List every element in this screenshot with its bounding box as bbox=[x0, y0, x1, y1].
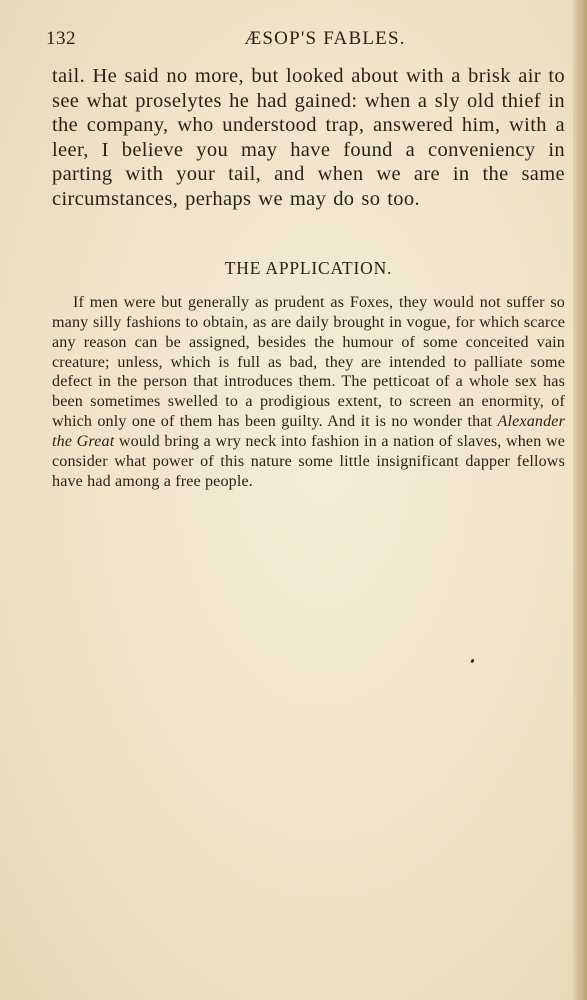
application-text-part-2: would bring a wry neck into fashion in a nation of slaves, when we consider what power of this nature some little insignificant dapper fellows have had among a free people. bbox=[52, 432, 566, 490]
running-head: ÆSOP'S FABLES. bbox=[244, 28, 406, 49]
application-text-italic: Alexander the Great bbox=[52, 413, 565, 450]
page-header bbox=[46, 28, 564, 52]
application-heading: THE APPLICATION. bbox=[224, 258, 393, 278]
ink-speck bbox=[470, 659, 475, 664]
page-number: 132 bbox=[46, 28, 76, 49]
application-text-part-1: If men were but generally as prudent as Foxes, they would not suffer so many silly fashions to obtain, as are daily brought in vogue, for which scarce any reason can be assigned, besides the humour of some conceited vain creature; unless, which is full as bad, they are intended to palliate some defect in the person that introduces them. The petticoat of a whole sex has been sometimes swelled to a prodigious extent, to screen an enormity, of which only one of them has been guilty. And it is no wonder that bbox=[52, 294, 565, 431]
application-paragraph bbox=[52, 293, 565, 491]
fable-paragraph: tail. He said no more, but looked about with a brisk air to see what proselytes he had gained: when a sly old thief in the company, who understood trap, answered him, with a leer, I believe you may have found a conveniency in parting with your tail, and when we are in the same circumstances, perhaps we may do so too. bbox=[52, 65, 565, 210]
page-edge bbox=[573, 0, 587, 1000]
